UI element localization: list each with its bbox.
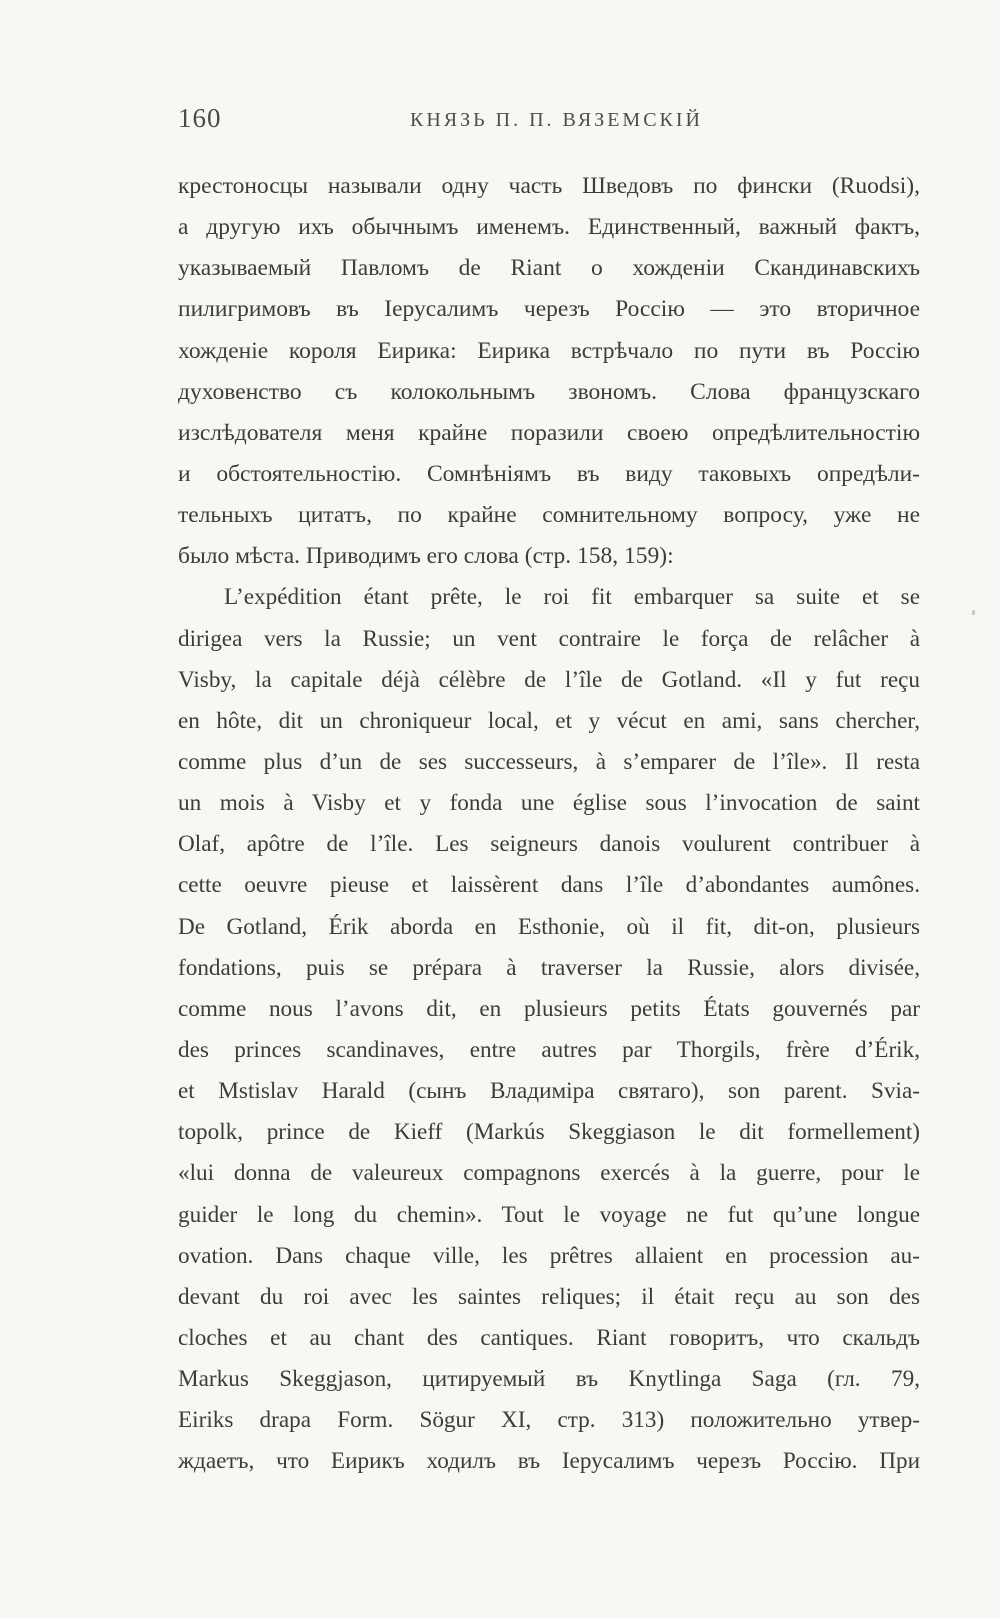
text-line: comme nous l’avons dit, en plusieurs petits États gouvernés par [178,995,920,1022]
text-line: L’expédition étant prête, le roi fit embarquer sa suite et se [224,584,920,611]
running-head: КНЯЗЬ П. П. ВЯЗЕМСКІЙ [410,109,703,131]
text-line: Eiriks drapa Form. Sögur XI, стр. 313) положительно утвер- [178,1407,920,1434]
text-line: указываемый Павломъ de Riant о хожденіи Скандинавскихъ [178,255,920,282]
paragraph-intro [178,166,920,577]
text-line: крестоносцы называли одну часть Шведовъ по фински (Ruodsi), [178,173,920,199]
text-line: comme plus d’un de ses successeurs, à s’emparer de l’île». Il resta [178,748,920,775]
text-line: Olaf, apôtre de l’île. Les seigneurs danois voulurent contribuer à [178,831,920,858]
text-line: des princes scandinaves, entre autres par Thorgils, frère d’Érik, [178,1036,920,1063]
text-line: topolk, prince de Kieff (Markús Skeggiason le dit formellement) [178,1119,920,1146]
text-line: un mois à Visby et y fonda une église sous l’invocation de saint [178,790,920,817]
text-line: пилигримовъ въ Іерусалимъ черезъ Россію — это вторичное [178,296,920,323]
text-line: Visby, la capitale déjà célèbre de l’île de Gotland. «Il y fut reçu [178,666,920,693]
text-line: ovation. Dans chaque ville, les prêtres allaient en procession au- [178,1242,920,1269]
text-line: ждаетъ, что Еирикъ ходилъ въ Іерусалимъ черезъ Россію. При [178,1448,920,1475]
text-line: et Mstislav Harald (сынъ Владиміра святаго), son parent. Svia- [178,1078,920,1105]
body-text [178,166,920,1483]
text-line: было мѣста. Приводимъ его слова (стр. 158, 159): [178,543,674,570]
text-line: cette oeuvre pieuse et laissèrent dans l’île d’abondantes aumônes. [178,872,920,899]
text-line: тельныхъ цитатъ, по крайне сомнительному вопросу, уже не [178,502,920,529]
text-line: «lui donna de valeureux compagnons exercés à la guerre, pour le [178,1160,920,1187]
text-line: en hôte, dit un chroniqueur local, et y vécut en ami, sans chercher, [178,707,920,734]
text-line: духовенство съ колокольнымъ звономъ. Слова французскаго [178,378,920,405]
text-line: а другую ихъ обычнымъ именемъ. Единственный, важный фактъ, [178,214,920,241]
text-line: Markus Skeggjason, цитируемый въ Knytlinga Saga (гл. 79, [178,1366,920,1393]
text-line: devant du roi avec les saintes reliques; il était reçu au son des [178,1283,920,1310]
ink-speck [972,610,975,615]
text-line: dirigea vers la Russie; un vent contraire le força de relâcher à [178,625,920,652]
page-header [178,103,920,143]
text-line: guider le long du chemin». Tout le voyage ne fut qu’une longue [178,1201,920,1228]
paragraph-quotation [178,577,920,1482]
text-line: хожденіе короля Еирика: Еирика встрѣчало по пути въ Россію [178,337,920,364]
text-line: De Gotland, Érik aborda en Esthonie, où il fit, dit-on, plusieurs [178,913,920,940]
text-line: изслѣдователя меня крайне поразили своею опредѣлительностію [178,419,920,446]
text-line: и обстоятельностію. Сомнѣніямъ въ виду таковыхъ опредѣли- [178,460,920,487]
page-number: 160 [178,103,222,133]
text-line: fondations, puis se prépara à traverser la Russie, alors divisée, [178,954,920,981]
text-line: cloches et au chant des cantiques. Riant говоритъ, что скальдъ [178,1324,920,1351]
